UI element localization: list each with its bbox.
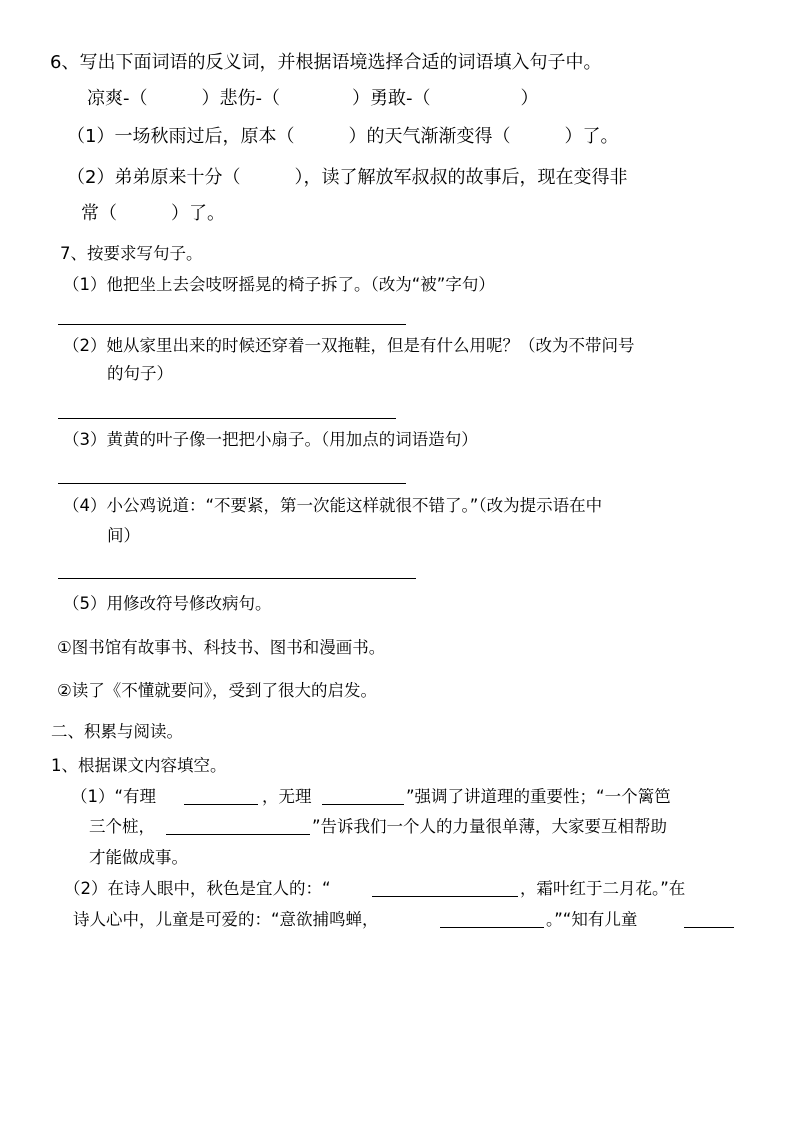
fill-1-part-a: （1）“有理 bbox=[71, 787, 157, 806]
q7-answer-line-2[interactable] bbox=[58, 418, 396, 419]
q7-title: 7、按要求写句子。 bbox=[60, 244, 203, 263]
fill-2-part-a: （2）在诗人眼中，秋色是宜人的：“ bbox=[64, 879, 331, 898]
fill-1-part-b: ，无理 bbox=[262, 787, 312, 806]
fill-2-blank-1[interactable] bbox=[372, 896, 518, 897]
fill-1-part-e: ”告诉我们一个人的力量很单薄，大家要互相帮助 bbox=[312, 817, 668, 836]
q7-item-3: （3）黄黄的叶子像一把把小扇子。（用加点的词语造句） bbox=[63, 430, 478, 449]
q7-answer-line-3[interactable] bbox=[58, 483, 406, 484]
q7-item-4-line2: 间） bbox=[107, 526, 140, 545]
section-2-title: 二、积累与阅读。 bbox=[51, 722, 183, 741]
q6-sentence-1: （1）一场秋雨过后，原本（ ）的天气渐渐变得（ ）了。 bbox=[67, 126, 619, 147]
fill-1-blank-3[interactable] bbox=[166, 834, 310, 835]
fill-1-part-d: 三个桩， bbox=[89, 817, 155, 836]
q7-item-2-line2: 的句子） bbox=[107, 364, 173, 383]
q7-item-1: （1）他把坐上去会吱呀摇晃的椅子拆了。（改为“被”字句） bbox=[63, 275, 495, 294]
fill-2-blank-2[interactable] bbox=[440, 927, 544, 928]
q7-item-2-line1: （2）她从家里出来的时候还穿着一双拖鞋，但是有什么用呢？（改为不带问号 bbox=[63, 336, 635, 355]
fill-2-part-b: ，霜叶红于二月花。”在 bbox=[520, 879, 686, 898]
fill-1-part-f: 才能做成事。 bbox=[89, 848, 188, 867]
q7-item-4-line1: （4）小公鸡说道：“不要紧，第一次能这样就很不错了。”（改为提示语在中 bbox=[63, 496, 603, 515]
q7-answer-line-1[interactable] bbox=[58, 324, 406, 325]
fill-2-blank-3[interactable] bbox=[684, 927, 734, 928]
q7-faulty-sentence-1: ①图书馆有故事书、科技书、图书和漫画书。 bbox=[57, 638, 386, 657]
fill-1-blank-1[interactable] bbox=[184, 804, 258, 805]
q6-sentence-2-line1: （2）弟弟原来十分（ ），读了解放军叔叔的故事后，现在变得非 bbox=[67, 167, 628, 188]
fill-1-part-c: ”强调了讲道理的重要性；“一个篱笆 bbox=[406, 787, 671, 806]
q7-faulty-sentence-2: ②读了《不懂就要问》，受到了很大的启发。 bbox=[57, 681, 378, 700]
q6-sentence-2-line2: 常（ ）了。 bbox=[81, 203, 225, 224]
q7-item-5: （5）用修改符号修改病句。 bbox=[63, 594, 272, 613]
q6-title: 6、写出下面词语的反义词，并根据语境选择合适的词语填入句子中。 bbox=[50, 52, 602, 73]
q6-antonym-words: 凉爽-（ ）悲伤-（ ）勇敢-（ ） bbox=[87, 88, 539, 109]
q7-answer-line-4[interactable] bbox=[58, 578, 416, 579]
fill-2-part-d: 。”“知有儿童 bbox=[546, 910, 638, 929]
section-2-question-1: 1、根据课文内容填空。 bbox=[51, 756, 227, 775]
fill-1-blank-2[interactable] bbox=[322, 804, 404, 805]
fill-2-part-c: 诗人心中，儿童是可爱的：“意欲捕鸣蝉， bbox=[73, 910, 379, 929]
